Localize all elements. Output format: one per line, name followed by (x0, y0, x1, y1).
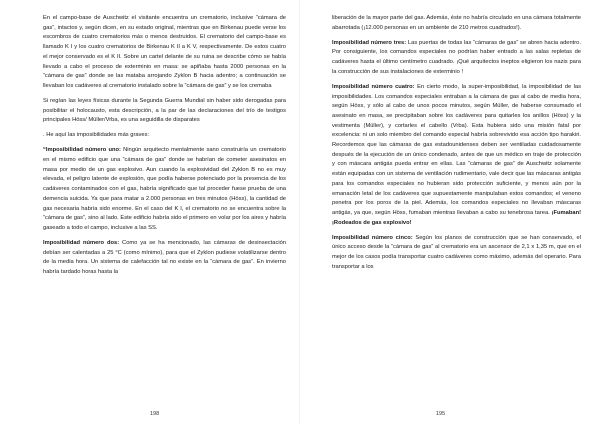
paragraph-text: Según los planos de construcción que se han conservado, el único acceso desde la “cámara de gas” al crematorio era un ascensor de 2,1 x 1,35 m, que en el mejor de los casos podía transportar cuatro cadáveres como máximo, además del operario. Para transportar a los (332, 234, 581, 270)
paragraph-text: En cierto modo, la super-imposibilidad, la imposibilidad de las imposibilidades. Los comandos especiales entraban a la cámara de gas al cabo de media hora, según Höss, y sólo al cabo de unos pocos minutos, según Müller, de haberse consumado el asesinato en masa, se precipitaban sobre los cadáveres para quitarles los anillos (Höss) y la vestimenta (Müller), y cortarles el cabello (Vrba). Esta hubiera sido una misión fatal por excelencia: ni un solo miembro del comando especial habría sobrevivido esa acción tipo harakiri. Recordemos que las cámaras de gas estadounidenses deben ser ventiladas cuidadosamente después de la ejecución de un único condenado, antes de que un médico en traje de protección y con máscara antigás pueda entrar en ellas. Las “cámaras de gas” de Auschwitz solamente están equipadas con un sistema de ventilación rudimentario, vale decir que las máscaras antigás para los comandos especiales no hubieran sido protección suficiente, y menos aún por la emanación letal de los cadáveres que supuestamente manipulaban estos comandos; el veneno penetra por los poros de la piel. Además, los comandos especiales no llevaban máscaras antigás, ya que, según Höss, fumaban mientras llevaban a cabo su tenebrosa tarea. (332, 83, 582, 216)
paragraph-text: liberación de la mayor parte del gas. Además, éste no habría circulado en una cámara totalmente abarrotada (¡12.000 personas en un ambiente de 210 metros cuadrados!). (332, 15, 581, 31)
paragraph-lead: Imposibilidad número dos: (43, 239, 120, 246)
paragraph-text: Como ya se ha mencionado, las cámaras de desinsectación debían ser calentadas a 25 °C (como mínimo), para que el Zyklon pudiese volatilizarse dentro de la media hora. Un sistema de calefacción tal no existe en la “cámara de gas”. En invierno habría tardado horas hasta la (43, 239, 287, 276)
paragraph (332, 83, 581, 229)
paragraph (43, 239, 286, 278)
page-number: 198 (150, 411, 160, 417)
paragraph-text: . He aquí las imposibilidades más graves: (43, 132, 150, 139)
paragraph-text: Las puertas de todas las “cámaras de gas” se abren hacia adentro. Por consiguiente, los comandos especiales no podrían haber entrado a las salas repletas de cadáveres hasta el último centímetro cuadrado. ¡Qué arquitectos ineptos eligieron los nazis para la construcción de sus instalaciones de exterminio ! (332, 39, 581, 75)
paragraph-lead: Imposibilidad número tres: (332, 39, 407, 46)
paragraph (43, 146, 286, 233)
paragraph (43, 14, 286, 92)
paragraph-lead: “Imposibilidad número uno: (43, 147, 121, 154)
right-page (300, 0, 600, 424)
paragraph-lead: Imposibilidad número cuatro: (332, 83, 415, 90)
paragraph (43, 131, 286, 141)
paragraph-text: En el campo-base de Auschwitz el visitante encuentra un crematorio, inclusive “cámara de gas”, intactos y, según dicen, en su estado original, mientras que en Birkenau puede verse los escombros de cuatro crematorios más o menos destruidos. El crematorio del campo-base es llamado K I y los cuatro crematorios de Birkenau K II a K V, respectivamente. De estos cuatro el mejor conservado es el K II. Sobre un cartel delante de su ruina se describe cómo se había llevado a cabo el proceso de exterminio en masa: se apiñaba hasta 2000 personas en la “cámara de gas” donde se las mataba arrojando Zyklon B hacia adentro; a continuación se llevaban los cadáveres al crematorio instalado sobre la “cámara de gas” y se los cremaba (43, 15, 286, 89)
paragraph (332, 14, 581, 33)
paragraph-text: Si regían las leyes físicas durante la Segunda Guerra Mundial sin haber sido derogadas para posibilitar el holocausto, esta descripción, a la par de las declaraciones del trío de testigos principales Höss/ Müller/Vrba, es una seguidilla de disparates (43, 97, 286, 124)
paragraph-lead: Imposibilidad número cinco: (332, 234, 413, 241)
paragraph-text: Ningún arquitecto mentalmente sano construiría un crematorio en el mismo edificio que una “cámara de gas” donde se habrían de cometer asesinatos en masa por medio de un gas explosivo. Aun cuando la explosividad del Zyklon B no es muy elevada, el peligro latente de explosión, que podía haberse potenciado por la presencia de los cadáveres contaminados con el gas, habría significado que tal proceder fuese prueba de una demencia suicida. Ya que para matar a 2.000 personas en tres minutos (Höss), la cantidad de gas necesaria habría sido enorme. En el caso del K I, el crematorio no se encuentra sobre la “cámara de gas”, sino al lado. Este edificio habría sido el primero en volar por los aires y habría gaseado a todo el campo, inclusive a las SS. (43, 147, 286, 231)
emphasis-text: ¡Fumaban! ¡Rodeados de gas explosivo! (332, 209, 581, 226)
paragraph (332, 234, 581, 273)
paragraph (332, 39, 581, 78)
page-number: 195 (436, 411, 446, 417)
paragraph (43, 97, 286, 126)
